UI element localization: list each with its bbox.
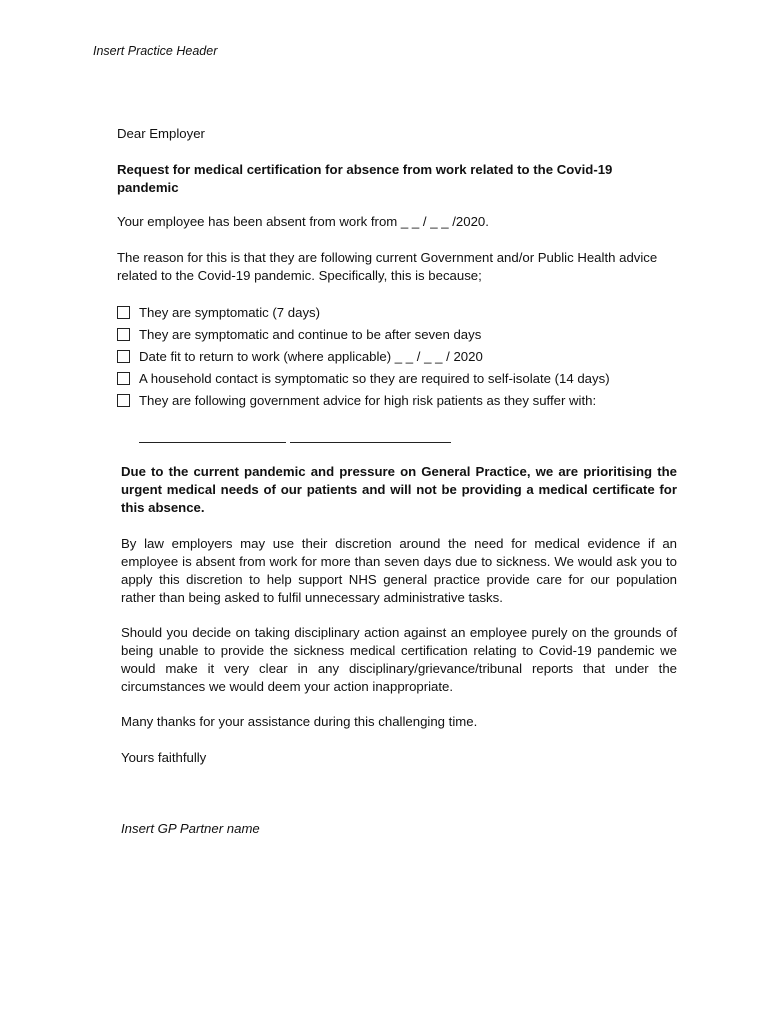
checklist-item-label: A household contact is symptomatic so they are required to self-isolate (14 days) [139, 370, 610, 386]
employer-discretion-paragraph: By law employers may use their discretion around the need for medical evidence if an employee is absent from work for more than seven days due to sickness. We would ask you to apply this discretion to help support NHS general practice provide care for our population rather than being asked to fulfil unnecessary administrative tasks. [121, 536, 677, 605]
salutation: Dear Employer [117, 126, 205, 141]
checklist-item [117, 346, 610, 368]
closing: Yours faithfully [121, 750, 207, 765]
checklist-item [117, 367, 610, 389]
checkbox[interactable] [117, 394, 130, 407]
blank-line[interactable] [290, 432, 451, 443]
checklist-item-label: They are symptomatic (7 days) [139, 305, 321, 321]
checkbox[interactable] [117, 372, 130, 385]
absence-dates: Your employee has been absent from work from _ _ / _ _ /2020. [117, 214, 489, 229]
practice-header: Insert Practice Header [93, 44, 218, 58]
checkbox[interactable] [117, 350, 130, 363]
checkbox[interactable] [117, 328, 130, 341]
signature-placeholder: Insert GP Partner name [121, 821, 260, 836]
checklist-item-label: Date fit to return to work (where applicable) _ _ / _ _ / 2020 [139, 348, 483, 364]
absence-reason: The reason for this is that they are following current Government and/or Public Health advice related to the Covid-19 pandemic. Specifically, this is because; [117, 250, 658, 283]
checkbox[interactable] [117, 306, 130, 319]
condition-blank-lines [139, 432, 451, 443]
checklist-item [117, 324, 610, 346]
disciplinary-action-paragraph: Should you decide on taking disciplinary action against an employee purely on the grounds of being unable to provide the sickness medical certification relating to Covid-19 pandemic we would make it very clear in any disciplinary/grievance/tribunal reports that under the circumstances we would deem your action inappropriate. [121, 625, 677, 694]
letter-subject: Request for medical certification for absence from work related to the Covid-19 pandemic [117, 162, 613, 195]
checklist-item [117, 389, 610, 411]
checklist-item [117, 302, 610, 324]
thanks-line: Many thanks for your assistance during this challenging time. [121, 714, 478, 729]
reason-checklist [117, 302, 610, 411]
certificate-notice: Due to the current pandemic and pressure on General Practice, we are prioritising the urgent medical needs of our patients and will not be providing a medical certificate for this absence. [121, 464, 677, 515]
blank-line[interactable] [139, 432, 286, 443]
checklist-item-label: They are following government advice for high risk patients as they suffer with: [139, 392, 597, 408]
checklist-item-label: They are symptomatic and continue to be after seven days [139, 327, 482, 343]
